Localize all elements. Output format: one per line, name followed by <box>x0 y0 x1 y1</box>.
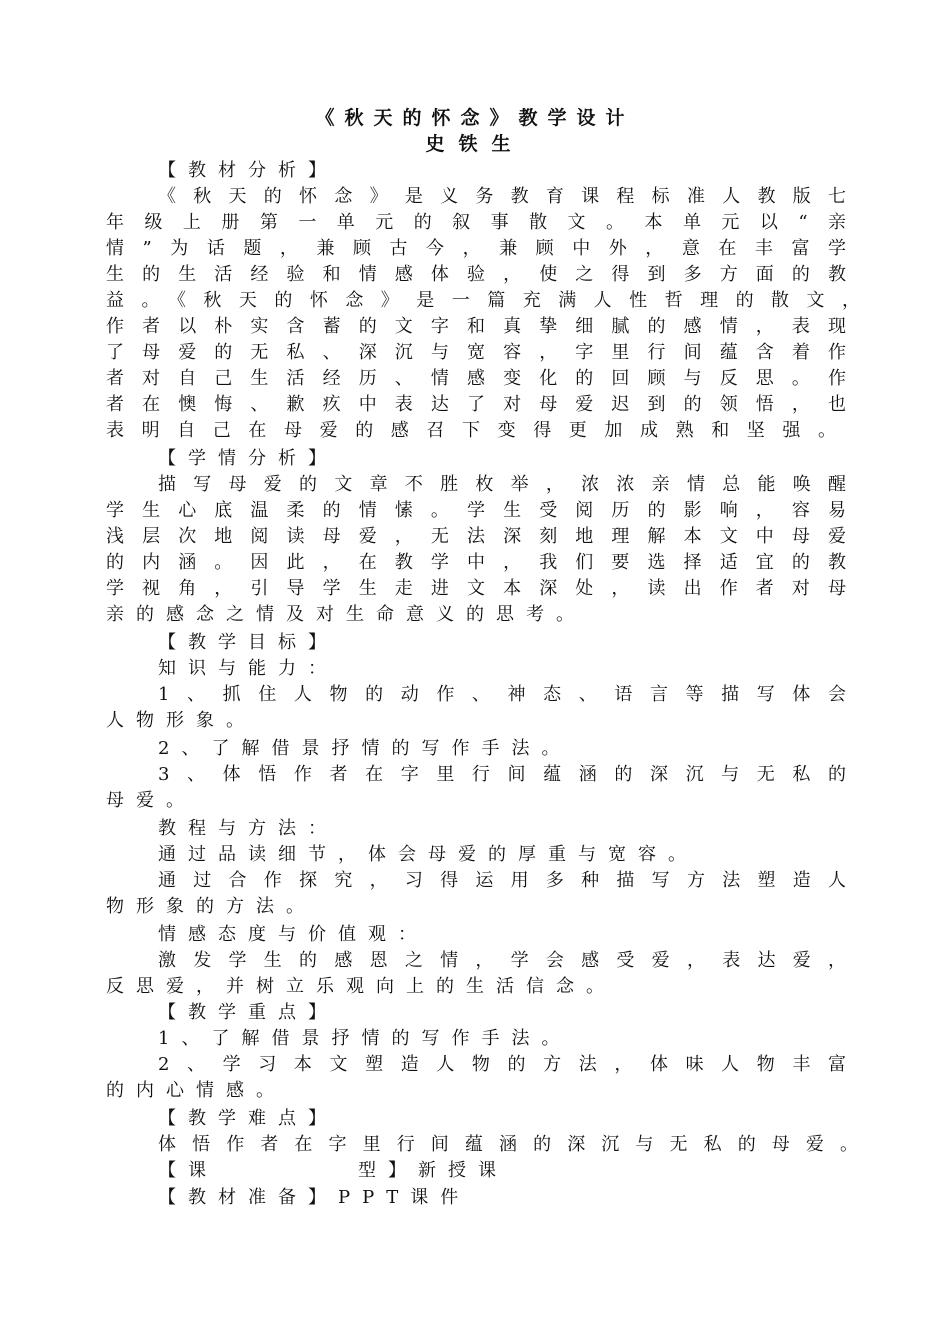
paragraph-line: 年级上册第一单元的叙事散文。本单元以“亲 <box>106 212 846 233</box>
goal-item: 通过品读细节，体会母爱的厚重与宽容。 <box>158 844 698 865</box>
teaching-materials: 【教材准备】PPT课件 <box>158 1187 471 1208</box>
course-type-open: 【课 <box>158 1160 218 1181</box>
key-point-item-continued: 的内心情感。 <box>106 1080 286 1101</box>
paragraph-line: 的内涵。因此，在教学中，我们要选择适宜的教 <box>106 552 846 573</box>
goal-item-continued: 反思爱，并树立乐观向上的生活信念。 <box>106 976 616 997</box>
goal-item: 1、抓住人物的动作、神态、语言等描写体会 <box>158 684 846 705</box>
paragraph-line: 益。《秋天的怀念》是一篇充满人性哲理的散文， <box>106 290 860 311</box>
document-author: 史铁生 <box>425 133 525 155</box>
key-point-item: 2、学习本文塑造人物的方法，体味人物丰富 <box>158 1054 846 1075</box>
paragraph-line: 情”为话题，兼顾古今，兼顾中外，意在丰富学 <box>106 238 846 259</box>
goal-item-continued: 人物形象。 <box>106 710 256 731</box>
paragraph-line: 表明自己在母爱的感召下变得更加成熟和坚强。 <box>106 420 836 441</box>
section-heading-learner-analysis: 【学情分析】 <box>158 448 338 469</box>
goal-item: 通过合作探究，习得运用多种描写方法塑造人 <box>158 870 846 891</box>
paragraph-line: 作者以朴实含蓄的文字和真挚细腻的感情，表现 <box>106 316 846 337</box>
subheading-knowledge-ability: 知识与能力： <box>158 658 338 679</box>
section-heading-material-analysis: 【教材分析】 <box>158 160 338 181</box>
course-type-close: 型】新授课 <box>358 1160 508 1181</box>
paragraph-line: 者在懊悔、歉疚中表达了对母爱迟到的领悟，也 <box>106 394 846 415</box>
paragraph-line: 了母爱的无私、深沉与宽容，字里行间蕴含着作 <box>106 342 846 363</box>
section-heading-teaching-goals: 【教学目标】 <box>158 632 338 653</box>
paragraph-line: 学生心底温柔的情愫。学生受阅历的影响，容易 <box>106 500 846 521</box>
paragraph-line: 亲的感念之情及对生命意义的思考。 <box>106 604 586 625</box>
goal-item-continued: 物形象的方法。 <box>106 896 316 917</box>
document-title: 《秋天的怀念》教学设计 <box>315 107 635 129</box>
goal-item: 2、了解借景抒情的写作手法。 <box>158 738 572 759</box>
paragraph-line: 者对自己生活经历、情感变化的回顾与反思。作 <box>106 368 846 389</box>
section-heading-key-points: 【教学重点】 <box>158 1002 338 1023</box>
paragraph-line: 描写母爱的文章不胜枚举，浓浓亲情总能唤醒 <box>158 474 846 495</box>
paragraph-line: 学视角，引导学生走进文本深处，读出作者对母 <box>106 578 846 599</box>
difficulty-item: 体悟作者在字里行间蕴涵的深沉与无私的母爱。 <box>158 1134 858 1155</box>
paragraph-line: 生的生活经验和情感体验，使之得到多方面的教 <box>106 264 846 285</box>
key-point-item: 1、了解借景抒情的写作手法。 <box>158 1028 572 1049</box>
goal-item-continued: 母爱。 <box>106 790 196 811</box>
section-heading-difficulties: 【教学难点】 <box>158 1108 338 1129</box>
goal-item: 激发学生的感恩之情，学会感受爱，表达爱， <box>158 950 846 971</box>
paragraph-line: 《秋天的怀念》是义务教育课程标准人教版七 <box>158 186 846 207</box>
subheading-emotion-values: 情感态度与价值观： <box>158 924 428 945</box>
subheading-process-method: 教程与方法： <box>158 818 338 839</box>
paragraph-line: 浅层次地阅读母爱，无法深刻地理解本文中母爱 <box>106 526 846 547</box>
goal-item: 3、体悟作者在字里行间蕴涵的深沉与无私的 <box>158 764 846 785</box>
